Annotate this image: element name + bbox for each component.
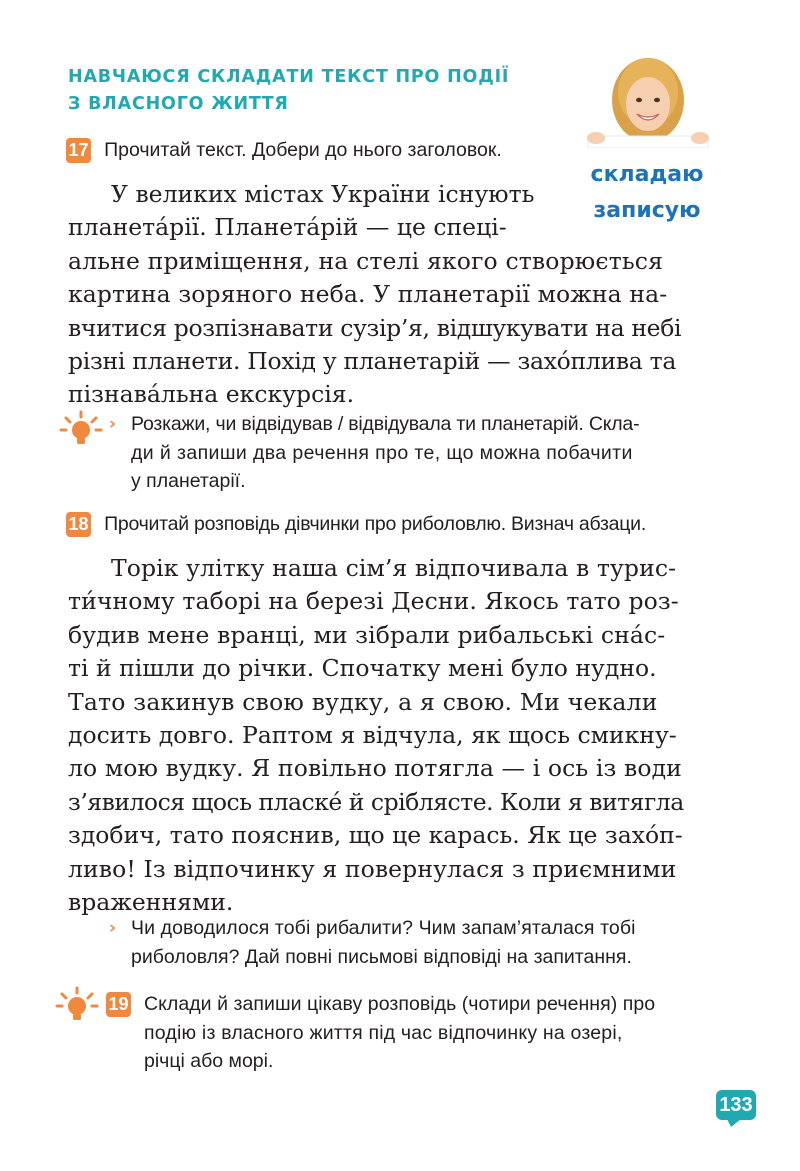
task-18-question-line: Чи доводилося тобі рибалити? Чим запам’яталася тобі: [131, 917, 636, 939]
task-19-line: річці або морі.: [144, 1050, 274, 1072]
task-19-line: подію із власного життя під час відпочинку на озері,: [144, 1021, 623, 1044]
section-title-line-2: З ВЛАСНОГО ЖИТТЯ: [68, 94, 289, 114]
task-17-line: різні планети. Похід у планетарій — захóплива та: [68, 346, 677, 375]
task-17-header: [66, 138, 502, 163]
task-19-line: Склади й запиши цікаву розповідь (чотири речення) про: [144, 993, 656, 1015]
task-17-tip-line: ди й запиши два речення про те, що можна побачити: [131, 441, 633, 464]
lightbulb-icon: [58, 410, 104, 448]
lightbulb-icon: [54, 986, 100, 1024]
task-18-question-line: риболовля? Дай повні письмові відповіді на запитання.: [131, 945, 632, 968]
task-19-number: 19: [106, 992, 131, 1017]
task-18-line: Торік улітку наша сім’я відпочивала в турис-: [111, 554, 677, 582]
task-18-number: 18: [66, 512, 91, 537]
task-18-text: [68, 552, 718, 919]
task-18-line: ло мою вудку. Я повільно потягла — і ось із води: [68, 754, 682, 783]
writing-badge-line-2: записую: [593, 198, 701, 223]
task-17-line: альне приміщення, на стелі якого створюється: [68, 246, 664, 275]
page-number: 133: [716, 1090, 756, 1120]
task-18-question: [131, 914, 721, 971]
task-17-line: планетáрії. Планетáрій — це спеці-: [68, 213, 507, 242]
task-18-line: ті й пішли до річки. Спочатку мені було нудно.: [68, 654, 657, 683]
page-number-tail: [727, 1119, 741, 1127]
task-17-number: 17: [66, 138, 91, 163]
task-18-line: враженнями.: [68, 887, 234, 916]
task-17-tip-line: Розкажи, чи відвідував / відвідувала ти планетарій. Скла-: [131, 413, 640, 435]
task-18-line: будив мене вранці, ми зібрали рибальські снáс-: [68, 620, 666, 649]
girl-illustration: [582, 52, 714, 148]
task-17-tip: [131, 410, 721, 496]
task-17-line: У великих містах України існують: [111, 180, 535, 208]
task-18-line: досить довго. Раптом я відчула, як щось смикну-: [68, 720, 677, 749]
task-17-line: вчитися розпізнавати сузір’я, відшукувати на небі: [68, 313, 682, 342]
task-17-line: картина зоряного неба. У планетарії можна на-: [68, 280, 668, 309]
task-18-line: Тато закинув свою вудку, а я свою. Ми чекали: [68, 687, 658, 716]
section-title-line-1: НАВЧАЮСЯ СКЛАДАТИ ТЕКСТ ПРО ПОДІЇ: [68, 67, 510, 87]
task-17-text: [68, 178, 718, 412]
task-19-text: [144, 990, 724, 1076]
task-18-instruction: Прочитай розповідь дівчинки про риболовлю. Визнач абзаци.: [104, 513, 646, 535]
task-18-line: ти́чному таборі на березі Десни. Якось тато роз-: [68, 587, 679, 616]
task-18-question-arrow: ›: [109, 918, 117, 938]
task-17-tip-arrow: ›: [109, 414, 117, 434]
task-18-line: здобич, тато пояснив, що це карась. Як це захóп-: [68, 821, 683, 850]
task-17-line: пізнавáльна екскурсія.: [68, 380, 355, 409]
task-17-tip-line: у планетарії.: [131, 470, 246, 492]
task-18-line: з’явилося щось пласке́ й сріблястe. Коли я витягла: [68, 787, 684, 816]
writing-badge-line-1: складаю: [590, 162, 704, 187]
task-18-line: ливо! Із відпочинку я повернулася з приємними: [68, 854, 677, 883]
task-17-instruction: Прочитай текст. Добери до нього заголовок.: [104, 139, 502, 161]
task-18-header: [66, 512, 646, 537]
task-19-header: [106, 992, 131, 1017]
section-title: [68, 64, 568, 118]
